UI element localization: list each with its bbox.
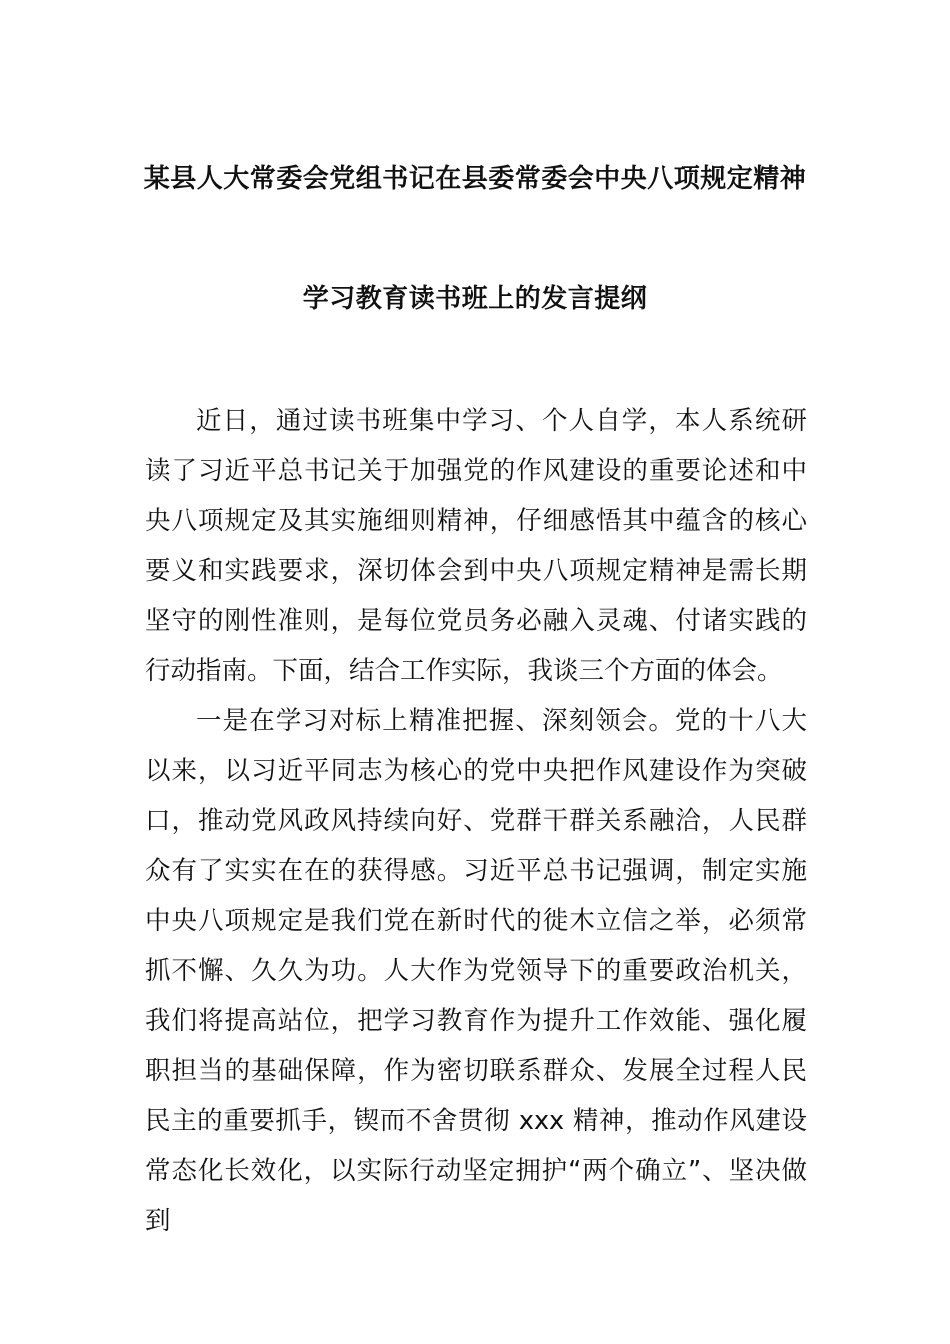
paragraph-point-one: 一是在学习对标上精准把握、深刻领会。党的十八大以来，以习近平同志为核心的党中央把作风建设作为突破口，推动党风政风持续向好、党群干群关系融洽，人民群众有了实实在在的获得感。习近平总书记强调，制定实施中央八项规定是我们党在新时代的徙木立信之举，必须常抓不懈、久久为功。人大作为党领导下的重要政治机关，我们将提高站位，把学习教育作为提升工作效能、强化履职担当的基础保障，作为密切联系群众、发展全过程人民民主的重要抓手，锲而不舍贯彻 xxx 精神，推动作风建设常态化长效化，以实际行动坚定拥护“两个确立”、坚决做到 <box>145 706 807 1236</box>
document-title-line-1: 某县人大常委会党组书记在县委常委会中央八项规定精神 <box>143 164 807 194</box>
document-body <box>145 396 807 1246</box>
document-title-line-2: 学习教育读书班上的发言提纲 <box>302 284 648 314</box>
paragraph-intro: 近日，通过读书班集中学习、个人自学，本人系统研读了习近平总书记关于加强党的作风建设的重要论述和中央八项规定及其实施细则精神，仔细感悟其中蕴含的核心要义和实践要求，深切体会到中央八项规定精神是需长期坚守的刚性准则，是每位党员务必融入灵魂、付诸实践的行动指南。下面，结合工作实际，我谈三个方面的体会。 <box>145 406 807 686</box>
